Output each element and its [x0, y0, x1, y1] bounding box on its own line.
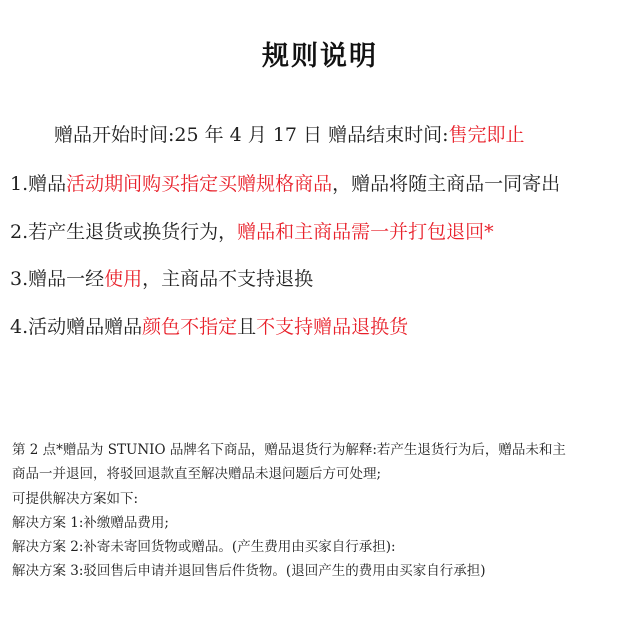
rule-highlight: 颜色不指定 [142, 316, 238, 338]
solution-2: 解决方案 2:补寄未寄回货物或赠品。(产生费用由买家自行承担): [12, 539, 396, 555]
rule-highlight: 赠品和主商品需一并打包退回* [237, 221, 494, 243]
rule-text: 且 [237, 316, 257, 338]
note-line-2: 商品一并退回，将驳回退款直至解决赠品未退问题后方可处理; [12, 466, 382, 482]
solution-1: 解决方案 1:补缴赠品费用; [12, 515, 169, 531]
rule-highlight: 不支持赠品退换货 [256, 316, 409, 338]
rule-text: 4.活动赠品赠品 [10, 316, 143, 338]
rule-1 [10, 169, 560, 196]
note-line-3: 可提供解决方案如下: [12, 491, 139, 507]
rule-text: 1.赠品 [10, 173, 67, 195]
rule-text: 2.若产生退货或换货行为， [10, 221, 238, 243]
gift-period [54, 120, 525, 147]
page-title: 规则说明 [262, 41, 378, 72]
note-line-1: 第 2 点*赠品为 STUNIO 品牌名下商品，赠品退货行为解释:若产生退货行为后，赠品未和主 [12, 442, 566, 458]
rule-2 [10, 217, 494, 244]
rule-text: 3.赠品一经 [10, 268, 105, 290]
period-start-label: 赠品开始时间:25 年 4 月 17 日 赠品结束时间: [54, 124, 449, 146]
rule-3 [10, 264, 313, 291]
rule-highlight: 使用 [104, 268, 143, 290]
rule-highlight: 活动期间购买指定买赠规格商品 [66, 173, 333, 195]
rule-4 [10, 312, 408, 339]
rule-text: ，赠品将随主商品一同寄出 [332, 173, 561, 195]
rule-text: ，主商品不支持退换 [142, 268, 314, 290]
period-end-value: 售完即止 [448, 124, 525, 146]
solution-3: 解决方案 3:驳回售后申请并退回售后件货物。(退回产生的费用由买家自行承担) [12, 563, 486, 579]
